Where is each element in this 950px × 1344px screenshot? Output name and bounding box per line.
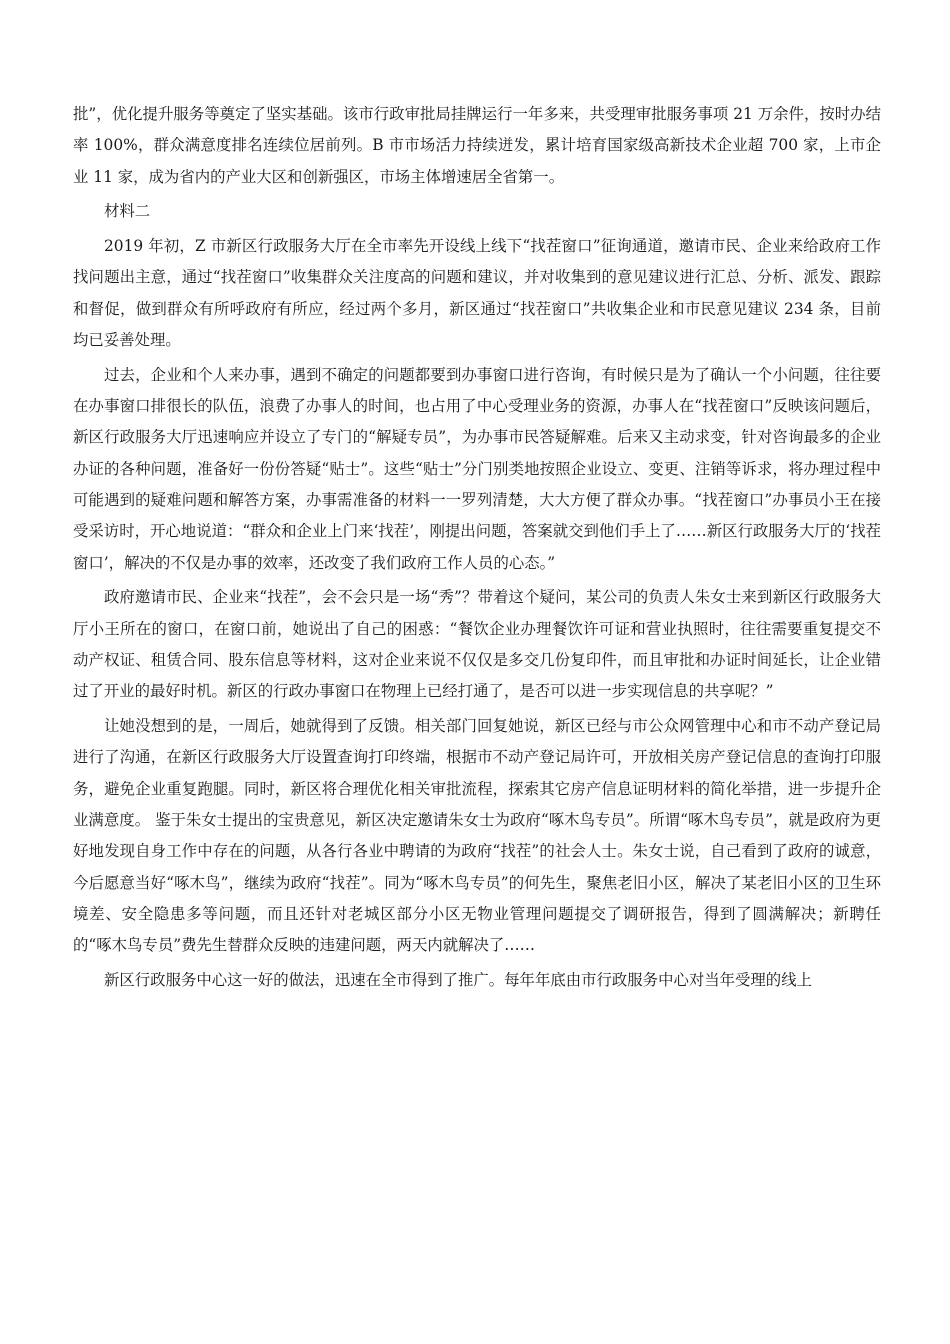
paragraph-zhaocha-window-intro: 2019 年初，Z 市新区行政服务大厅在全市率先开设线上线下“找茬窗口”征询通道，邀请市民、企业来给政府工作找问题出主意，通过“找茬窗口”收集群众关注度高的问题和建议，并对收集到的意见建议进行汇总、分析、派发、跟踪和督促，做到群众有所呼政府有所应，经过两个多月，新区通过“找茬窗口”共收集企业和市民意见建议 234 条，目前均已妥善处理。 — [73, 237, 881, 350]
section-heading-material-two: 材料二 — [104, 202, 151, 221]
document-body — [73, 99, 881, 996]
paragraph-promotion: 新区行政服务中心这一好的做法，迅速在全市得到了推广。每年年底由市行政服务中心对当年受理的线上 — [104, 971, 812, 990]
paragraph-continuation: 批”，优化提升服务等奠定了坚实基础。该市行政审批局挂牌运行一年多来，共受理审批服务事项 21 万余件，按时办结率 100%，群众满意度排名连续位居前列。B 市市场活力持续迸发，累计培育国家级高新技术企业超 700 家，上市企业 11 家，成为省内的产业大区和创新强区，市场主体增速居全省第一。 — [73, 105, 881, 186]
paragraph-ms-zhu-question: 政府邀请市民、企业来“找茬”，会不会只是一场“秀”？带着这个疑问，某公司的负责人朱女士来到新区行政服务大厅小王所在的窗口，在窗口前，她说出了自己的困惑：“餐饮企业办理餐饮许可证和营业执照时，往往需要重复提交不动产权证、租赁合同、股东信息等材料，这对企业来说不仅仅是多交几份复印件，而且审批和办证时间延长，让企业错过了开业的最好时机。新区的行政办事窗口在物理上已经打通了，是否可以进一步实现信息的共享呢？” — [73, 588, 881, 701]
paragraph-past-consultation: 过去，企业和个人来办事，遇到不确定的问题都要到办事窗口进行咨询，有时候只是为了确认一个小问题，往往要在办事窗口排很长的队伍，浪费了办事人的时间，也占用了中心受理业务的资源，办事人在“找茬窗口”反映该问题后，新区行政服务大厅迅速响应并设立了专门的“解疑专员”，为办事市民答疑解难。后来又主动求变，针对咨询最多的企业办证的各种问题，准备好一份份答疑“贴士”。这些“贴士”分门别类地按照企业设立、变更、注销等诉求，将办理过程中可能遇到的疑难问题和解答方案，办事需准备的材料一一罗列清楚，大大方便了群众办事。“找茬窗口”办事员小王在接受采访时，开心地说道：“群众和企业上门来‘找茬’，刚提出问题，答案就交到他们手上了……新区行政服务大厅的‘找茬窗口’，解决的不仅是办事的效率，还改变了我们政府工作人员的心态。” — [73, 365, 881, 572]
paragraph-feedback-woodpecker: 让她没想到的是，一周后，她就得到了反馈。相关部门回复她说，新区已经与市公众网管理中心和市不动产登记局进行了沟通，在新区行政服务大厅设置查询打印终端，根据市不动产登记局许可，开放相关房产登记信息的查询打印服务，避免企业重复跑腿。同时，新区将合理优化相关审批流程，探索其它房产信息证明材料的简化举措，进一步提升企业满意度。 鉴于朱女士提出的宝贵意见，新区决定邀请朱女士为政府“啄木鸟专员”。所谓“啄木鸟专员”，就是政府为更好地发现自身工作中存在的问题，从各行各业中聘请的为政府“找茬”的社会人士。朱女士说，自己看到了政府的诚意，今后愿意当好“啄木鸟”，继续为政府“找茬”。同为“啄木鸟专员”的何先生，聚焦老旧小区，解决了某老旧小区的卫生环境差、安全隐患多等问题，而且还针对老城区部分小区无物业管理问题提交了调研报告，得到了圆满解决；新聘任的“啄木鸟专员”费先生替群众反映的违建问题，两天内就解决了…… — [73, 717, 881, 955]
